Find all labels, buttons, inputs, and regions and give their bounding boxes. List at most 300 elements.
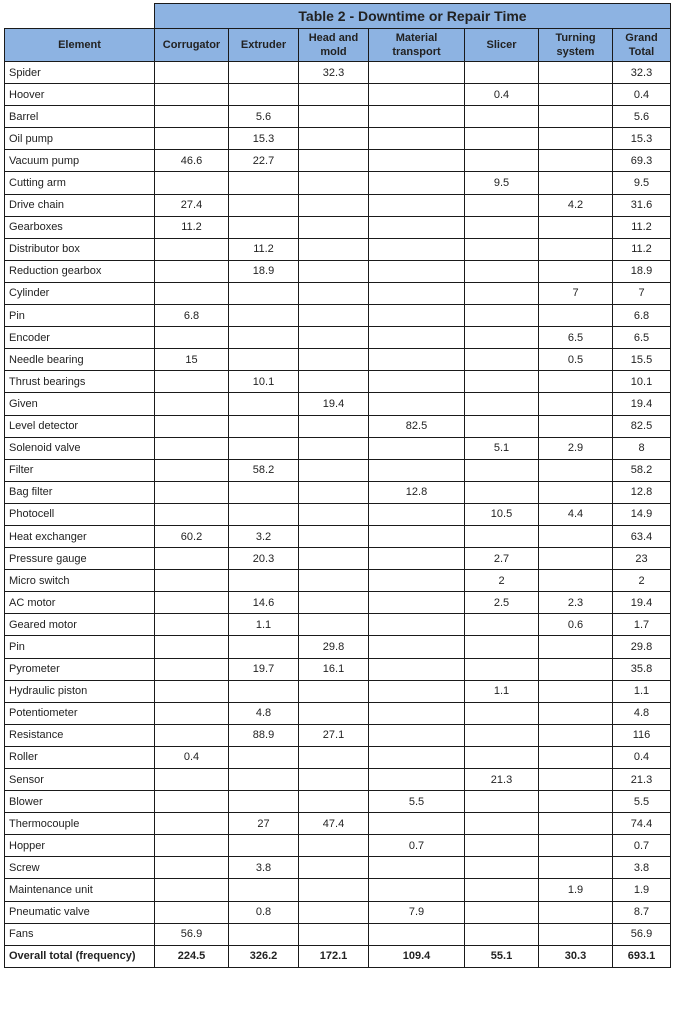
- cell-turning-system: [539, 791, 613, 813]
- cell-slicer: [465, 106, 539, 128]
- cell-extruder: 0.8: [229, 901, 299, 923]
- table-row: [5, 216, 671, 238]
- cell-head-and-mold: [299, 548, 369, 570]
- cell-element: Thermocouple: [5, 813, 155, 835]
- cell-material-transport: [369, 769, 465, 791]
- cell-material-transport: [369, 150, 465, 172]
- cell-corrugator: [155, 437, 229, 459]
- cell-extruder: [229, 393, 299, 415]
- table-row: [5, 128, 671, 150]
- cell-corrugator: [155, 702, 229, 724]
- cell-corrugator: [155, 879, 229, 901]
- cell-element: Pin: [5, 305, 155, 327]
- cell-grand-total: 69.3: [613, 150, 671, 172]
- cell-grand-total: 18.9: [613, 260, 671, 282]
- cell-head-and-mold: [299, 702, 369, 724]
- cell-corrugator: [155, 327, 229, 349]
- cell-element: Sensor: [5, 769, 155, 791]
- table-row: [5, 702, 671, 724]
- cell-extruder: 10.1: [229, 371, 299, 393]
- cell-material-transport: [369, 260, 465, 282]
- cell-corrugator: [155, 371, 229, 393]
- cell-head-and-mold: [299, 835, 369, 857]
- cell-head-and-mold: [299, 327, 369, 349]
- cell-extruder: [229, 680, 299, 702]
- cell-grand-total: 74.4: [613, 813, 671, 835]
- cell-corrugator: [155, 791, 229, 813]
- cell-head-and-mold: [299, 481, 369, 503]
- table-row: [5, 481, 671, 503]
- cell-head-and-mold: 27.1: [299, 724, 369, 746]
- cell-turning-system: [539, 106, 613, 128]
- cell-material-transport: [369, 84, 465, 106]
- table-row: [5, 857, 671, 879]
- total-head-and-mold: 172.1: [299, 945, 369, 967]
- cell-extruder: 22.7: [229, 150, 299, 172]
- cell-corrugator: 56.9: [155, 923, 229, 945]
- cell-material-transport: [369, 636, 465, 658]
- cell-turning-system: [539, 525, 613, 547]
- cell-slicer: [465, 746, 539, 768]
- cell-extruder: 14.6: [229, 592, 299, 614]
- cell-material-transport: [369, 503, 465, 525]
- cell-corrugator: [155, 84, 229, 106]
- col-header-slicer: Slicer: [465, 29, 539, 62]
- cell-grand-total: 21.3: [613, 769, 671, 791]
- col-header-grand-total: Grand Total: [613, 29, 671, 62]
- cell-extruder: [229, 349, 299, 371]
- cell-corrugator: [155, 769, 229, 791]
- cell-grand-total: 19.4: [613, 393, 671, 415]
- cell-slicer: 5.1: [465, 437, 539, 459]
- table-row: [5, 437, 671, 459]
- cell-corrugator: [155, 503, 229, 525]
- cell-corrugator: [155, 835, 229, 857]
- cell-turning-system: [539, 238, 613, 260]
- cell-slicer: [465, 702, 539, 724]
- cell-turning-system: [539, 481, 613, 503]
- cell-slicer: [465, 282, 539, 304]
- cell-corrugator: 60.2: [155, 525, 229, 547]
- cell-extruder: [229, 305, 299, 327]
- total-row: [5, 945, 671, 967]
- cell-extruder: 15.3: [229, 128, 299, 150]
- cell-slicer: [465, 901, 539, 923]
- cell-material-transport: [369, 62, 465, 84]
- cell-slicer: [465, 923, 539, 945]
- cell-extruder: [229, 172, 299, 194]
- cell-slicer: [465, 349, 539, 371]
- cell-grand-total: 15.3: [613, 128, 671, 150]
- cell-material-transport: [369, 327, 465, 349]
- table-row: [5, 636, 671, 658]
- col-header-material-transport: Material transport: [369, 29, 465, 62]
- cell-turning-system: 0.5: [539, 349, 613, 371]
- cell-slicer: 21.3: [465, 769, 539, 791]
- cell-slicer: [465, 459, 539, 481]
- cell-head-and-mold: [299, 150, 369, 172]
- cell-corrugator: [155, 238, 229, 260]
- cell-corrugator: [155, 415, 229, 437]
- cell-slicer: [465, 216, 539, 238]
- table-row: [5, 282, 671, 304]
- cell-head-and-mold: [299, 923, 369, 945]
- cell-grand-total: 1.1: [613, 680, 671, 702]
- cell-material-transport: [369, 658, 465, 680]
- cell-slicer: [465, 415, 539, 437]
- cell-turning-system: [539, 923, 613, 945]
- cell-turning-system: [539, 150, 613, 172]
- cell-element: Pneumatic valve: [5, 901, 155, 923]
- cell-head-and-mold: [299, 415, 369, 437]
- cell-head-and-mold: [299, 592, 369, 614]
- total-element: Overall total (frequency): [5, 945, 155, 967]
- cell-extruder: [229, 835, 299, 857]
- cell-element: Potentiometer: [5, 702, 155, 724]
- cell-slicer: [465, 724, 539, 746]
- cell-head-and-mold: 16.1: [299, 658, 369, 680]
- cell-head-and-mold: [299, 371, 369, 393]
- cell-grand-total: 4.8: [613, 702, 671, 724]
- cell-turning-system: [539, 415, 613, 437]
- cell-head-and-mold: [299, 194, 369, 216]
- total-grand-total: 693.1: [613, 945, 671, 967]
- cell-extruder: [229, 84, 299, 106]
- table-row: [5, 879, 671, 901]
- table-row: [5, 62, 671, 84]
- cell-element: Level detector: [5, 415, 155, 437]
- cell-head-and-mold: 32.3: [299, 62, 369, 84]
- cell-head-and-mold: [299, 106, 369, 128]
- total-slicer: 55.1: [465, 945, 539, 967]
- cell-extruder: [229, 62, 299, 84]
- cell-extruder: [229, 282, 299, 304]
- table-row: [5, 746, 671, 768]
- table-row: [5, 172, 671, 194]
- cell-extruder: [229, 327, 299, 349]
- cell-grand-total: 14.9: [613, 503, 671, 525]
- col-header-corrugator: Corrugator: [155, 29, 229, 62]
- cell-head-and-mold: [299, 503, 369, 525]
- cell-extruder: 1.1: [229, 614, 299, 636]
- cell-extruder: 58.2: [229, 459, 299, 481]
- cell-grand-total: 15.5: [613, 349, 671, 371]
- cell-turning-system: 2.3: [539, 592, 613, 614]
- cell-turning-system: 2.9: [539, 437, 613, 459]
- total-corrugator: 224.5: [155, 945, 229, 967]
- cell-head-and-mold: [299, 769, 369, 791]
- cell-material-transport: [369, 702, 465, 724]
- cell-grand-total: 63.4: [613, 525, 671, 547]
- cell-grand-total: 35.8: [613, 658, 671, 680]
- cell-head-and-mold: [299, 525, 369, 547]
- cell-grand-total: 0.4: [613, 84, 671, 106]
- cell-turning-system: [539, 813, 613, 835]
- cell-corrugator: [155, 570, 229, 592]
- cell-element: Resistance: [5, 724, 155, 746]
- cell-turning-system: [539, 305, 613, 327]
- cell-slicer: 2.7: [465, 548, 539, 570]
- table-row: [5, 791, 671, 813]
- cell-material-transport: [369, 548, 465, 570]
- cell-turning-system: [539, 128, 613, 150]
- table-row: [5, 570, 671, 592]
- cell-element: Fans: [5, 923, 155, 945]
- total-turning-system: 30.3: [539, 945, 613, 967]
- cell-material-transport: [369, 216, 465, 238]
- table-row: [5, 415, 671, 437]
- cell-slicer: [465, 327, 539, 349]
- cell-element: Cutting arm: [5, 172, 155, 194]
- cell-slicer: [465, 791, 539, 813]
- cell-grand-total: 5.5: [613, 791, 671, 813]
- table-row: [5, 459, 671, 481]
- cell-element: Distributor box: [5, 238, 155, 260]
- cell-head-and-mold: [299, 879, 369, 901]
- cell-corrugator: [155, 459, 229, 481]
- cell-head-and-mold: [299, 84, 369, 106]
- cell-turning-system: [539, 260, 613, 282]
- cell-extruder: 88.9: [229, 724, 299, 746]
- cell-turning-system: [539, 746, 613, 768]
- cell-element: AC motor: [5, 592, 155, 614]
- cell-slicer: [465, 525, 539, 547]
- cell-element: Vacuum pump: [5, 150, 155, 172]
- table-row: [5, 305, 671, 327]
- cell-material-transport: [369, 724, 465, 746]
- cell-element: Pyrometer: [5, 658, 155, 680]
- cell-corrugator: [155, 62, 229, 84]
- cell-element: Thrust bearings: [5, 371, 155, 393]
- cell-material-transport: [369, 570, 465, 592]
- cell-head-and-mold: 29.8: [299, 636, 369, 658]
- cell-material-transport: [369, 349, 465, 371]
- cell-element: Geared motor: [5, 614, 155, 636]
- cell-turning-system: 1.9: [539, 879, 613, 901]
- cell-grand-total: 8.7: [613, 901, 671, 923]
- table-row: [5, 503, 671, 525]
- cell-corrugator: [155, 106, 229, 128]
- cell-corrugator: [155, 614, 229, 636]
- cell-extruder: [229, 746, 299, 768]
- cell-slicer: [465, 260, 539, 282]
- cell-turning-system: [539, 680, 613, 702]
- cell-turning-system: [539, 835, 613, 857]
- cell-element: Photocell: [5, 503, 155, 525]
- cell-grand-total: 116: [613, 724, 671, 746]
- cell-element: Oil pump: [5, 128, 155, 150]
- cell-slicer: [465, 62, 539, 84]
- table-row: [5, 813, 671, 835]
- cell-extruder: [229, 879, 299, 901]
- cell-head-and-mold: [299, 746, 369, 768]
- cell-grand-total: 11.2: [613, 238, 671, 260]
- cell-slicer: 0.4: [465, 84, 539, 106]
- cell-material-transport: [369, 128, 465, 150]
- cell-slicer: 9.5: [465, 172, 539, 194]
- cell-element: Heat exchanger: [5, 525, 155, 547]
- col-header-turning-system: Turning system: [539, 29, 613, 62]
- cell-material-transport: 5.5: [369, 791, 465, 813]
- cell-element: Roller: [5, 746, 155, 768]
- table-row: [5, 371, 671, 393]
- cell-head-and-mold: [299, 216, 369, 238]
- table-row: [5, 106, 671, 128]
- table-row: [5, 724, 671, 746]
- cell-grand-total: 6.5: [613, 327, 671, 349]
- cell-turning-system: 4.2: [539, 194, 613, 216]
- cell-material-transport: [369, 437, 465, 459]
- cell-slicer: [465, 150, 539, 172]
- table-row: [5, 349, 671, 371]
- cell-turning-system: [539, 84, 613, 106]
- cell-head-and-mold: [299, 305, 369, 327]
- table-row: [5, 769, 671, 791]
- cell-corrugator: [155, 724, 229, 746]
- cell-element: Reduction gearbox: [5, 260, 155, 282]
- cell-slicer: 10.5: [465, 503, 539, 525]
- cell-grand-total: 1.7: [613, 614, 671, 636]
- cell-head-and-mold: 47.4: [299, 813, 369, 835]
- table-row: [5, 84, 671, 106]
- cell-corrugator: [155, 680, 229, 702]
- cell-material-transport: [369, 879, 465, 901]
- cell-material-transport: [369, 459, 465, 481]
- cell-material-transport: [369, 371, 465, 393]
- cell-turning-system: [539, 216, 613, 238]
- cell-material-transport: [369, 614, 465, 636]
- cell-element: Maintenance unit: [5, 879, 155, 901]
- cell-turning-system: [539, 172, 613, 194]
- cell-head-and-mold: [299, 128, 369, 150]
- col-header-head-and-mold: Head and mold: [299, 29, 369, 62]
- cell-grand-total: 23: [613, 548, 671, 570]
- table-row: [5, 923, 671, 945]
- table-row: [5, 393, 671, 415]
- cell-slicer: 2: [465, 570, 539, 592]
- cell-slicer: [465, 636, 539, 658]
- cell-turning-system: [539, 901, 613, 923]
- cell-turning-system: [539, 570, 613, 592]
- cell-head-and-mold: [299, 437, 369, 459]
- table-row: [5, 614, 671, 636]
- cell-slicer: [465, 857, 539, 879]
- cell-grand-total: 9.5: [613, 172, 671, 194]
- cell-slicer: [465, 238, 539, 260]
- cell-slicer: [465, 614, 539, 636]
- cell-head-and-mold: [299, 282, 369, 304]
- cell-element: Filter: [5, 459, 155, 481]
- cell-head-and-mold: [299, 614, 369, 636]
- cell-corrugator: [155, 592, 229, 614]
- cell-slicer: [465, 128, 539, 150]
- cell-material-transport: [369, 282, 465, 304]
- cell-extruder: [229, 791, 299, 813]
- downtime-table: [4, 3, 671, 968]
- cell-grand-total: 0.4: [613, 746, 671, 768]
- cell-extruder: [229, 415, 299, 437]
- cell-grand-total: 6.8: [613, 305, 671, 327]
- table-row: [5, 327, 671, 349]
- cell-corrugator: 27.4: [155, 194, 229, 216]
- cell-corrugator: 11.2: [155, 216, 229, 238]
- table-row: [5, 592, 671, 614]
- cell-material-transport: 12.8: [369, 481, 465, 503]
- cell-slicer: [465, 371, 539, 393]
- cell-grand-total: 1.9: [613, 879, 671, 901]
- cell-grand-total: 12.8: [613, 481, 671, 503]
- cell-element: Needle bearing: [5, 349, 155, 371]
- cell-corrugator: [155, 260, 229, 282]
- cell-grand-total: 10.1: [613, 371, 671, 393]
- cell-corrugator: [155, 857, 229, 879]
- cell-element: Spider: [5, 62, 155, 84]
- table-row: [5, 680, 671, 702]
- col-header-extruder: Extruder: [229, 29, 299, 62]
- cell-turning-system: [539, 724, 613, 746]
- cell-extruder: [229, 194, 299, 216]
- cell-extruder: 20.3: [229, 548, 299, 570]
- table-row: [5, 260, 671, 282]
- cell-material-transport: [369, 525, 465, 547]
- cell-element: Bag filter: [5, 481, 155, 503]
- cell-material-transport: [369, 592, 465, 614]
- cell-element: Drive chain: [5, 194, 155, 216]
- cell-material-transport: [369, 680, 465, 702]
- cell-grand-total: 56.9: [613, 923, 671, 945]
- col-header-element: Element: [5, 29, 155, 62]
- cell-corrugator: 46.6: [155, 150, 229, 172]
- cell-corrugator: [155, 282, 229, 304]
- table-row: [5, 548, 671, 570]
- cell-extruder: [229, 769, 299, 791]
- cell-corrugator: [155, 393, 229, 415]
- table-row: [5, 194, 671, 216]
- cell-head-and-mold: [299, 260, 369, 282]
- cell-material-transport: [369, 393, 465, 415]
- cell-slicer: 1.1: [465, 680, 539, 702]
- cell-turning-system: [539, 393, 613, 415]
- cell-head-and-mold: [299, 570, 369, 592]
- cell-element: Hydraulic piston: [5, 680, 155, 702]
- cell-slicer: 2.5: [465, 592, 539, 614]
- cell-head-and-mold: [299, 901, 369, 923]
- cell-element: Hoover: [5, 84, 155, 106]
- cell-grand-total: 82.5: [613, 415, 671, 437]
- total-extruder: 326.2: [229, 945, 299, 967]
- cell-turning-system: [539, 459, 613, 481]
- cell-material-transport: [369, 172, 465, 194]
- cell-turning-system: [539, 371, 613, 393]
- cell-element: Encoder: [5, 327, 155, 349]
- cell-corrugator: [155, 481, 229, 503]
- cell-head-and-mold: [299, 172, 369, 194]
- cell-turning-system: [539, 857, 613, 879]
- cell-head-and-mold: [299, 857, 369, 879]
- cell-extruder: 3.2: [229, 525, 299, 547]
- cell-turning-system: 0.6: [539, 614, 613, 636]
- cell-grand-total: 5.6: [613, 106, 671, 128]
- cell-grand-total: 58.2: [613, 459, 671, 481]
- cell-material-transport: 7.9: [369, 901, 465, 923]
- cell-material-transport: 0.7: [369, 835, 465, 857]
- table-row: [5, 658, 671, 680]
- cell-grand-total: 19.4: [613, 592, 671, 614]
- cell-element: Given: [5, 393, 155, 415]
- cell-extruder: 4.8: [229, 702, 299, 724]
- cell-material-transport: [369, 813, 465, 835]
- cell-material-transport: [369, 746, 465, 768]
